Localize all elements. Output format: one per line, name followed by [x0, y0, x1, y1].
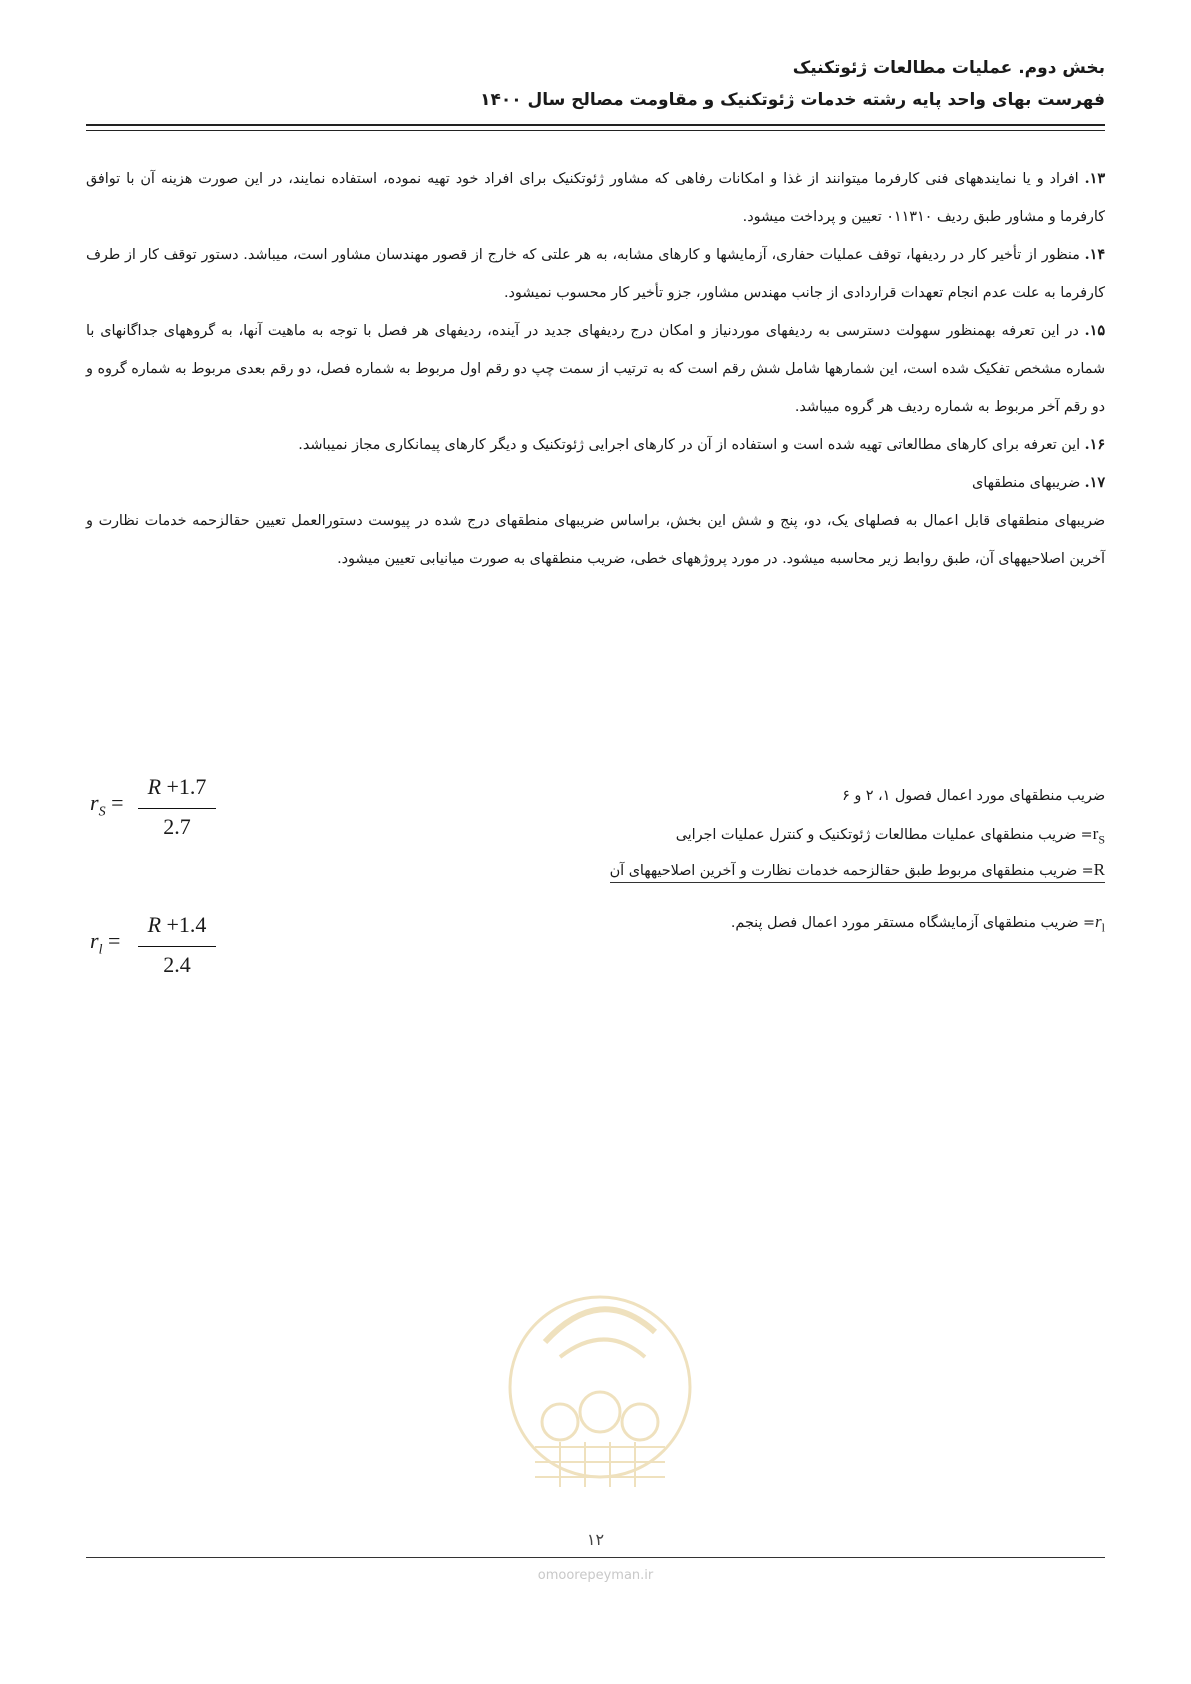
- document-title: فهرست بهای واحد پایه رشته خدمات ژئوتکنیک و مقاومت مصالح سال ۱۴۰۰: [480, 90, 1105, 110]
- paragraph-regional: [86, 502, 1105, 578]
- footer-rule: [86, 1557, 1105, 1558]
- paragraph-text: ضریبهای منطقهای: [972, 475, 1085, 491]
- paragraph-15: [86, 312, 1105, 426]
- paragraph-16: [86, 426, 1105, 464]
- R-description: = ضریب منطقهای مربوط طبق حقالزحمه خدمات نظارت و آخرین اصلاحیههای آن: [609, 863, 1094, 879]
- paragraph-text: در این تعرفه بهمنظور سهولت دسترسی به ردیفهای موردنیاز و امکان درج ردیفهای جدید در آینده، ردیفهای هر فصل با توجه به ماهیت آنها، به گروههای جداگانهای با شماره مشخص تفکیک شده است، این شمارهها شامل شش رقم است که به ترتیب از سمت چپ دو رقم اول مربوط به شماره فصل، دو رقم بعدی مربوط به شماره گروه و دو رقم آخر مربوط به شماره ردیف هر گروه میباشد.: [86, 323, 1105, 415]
- R-definition: [610, 860, 1105, 880]
- header-rule-thick: [86, 124, 1105, 126]
- website-watermark: omoorepeyman.ir: [537, 1568, 654, 1583]
- fraction-bar: [138, 808, 216, 809]
- formula-numerator: R +1.7: [147, 774, 207, 799]
- paragraph-number: ۱۶.: [1084, 437, 1105, 453]
- R-symbol: R: [1093, 860, 1105, 879]
- rs-symbol: $r_S$: [1092, 824, 1105, 847]
- formula-denominator: 2.7: [163, 814, 191, 839]
- paragraph-text: افراد و یا نمایندههای فنی کارفرما میتوانند از غذا و امکانات رفاهی که مشاور ژئوتکنیک برای افراد خود تهیه نموده، استفاده نمایند، در این صورت هزینه آن با توافق کارفرما و مشاور طبق ردیف ۰۱۱۳۱۰ تعیین و پرداخت میشود.: [86, 171, 1105, 225]
- rl-definition: [731, 912, 1105, 935]
- paragraph-number: ۱۳.: [1084, 171, 1105, 187]
- formula-block: [86, 770, 1105, 990]
- rs-description: = ضریب منطقهای عملیات مطالعات ژئوتکنیک و کنترل عملیات اجرایی: [675, 827, 1093, 843]
- paragraph-14: [86, 236, 1105, 312]
- paragraph-number: ۱۵.: [1084, 323, 1105, 339]
- paragraph-text: ضریبهای منطقهای قابل اعمال به فصلهای یک، دو، پنج و شش این بخش، براساس ضریبهای منطقهای درج شده در پیوست دستورالعمل تعیین حقالزحمه خدمات نظارت و آخرین اصلاحیههای آن، طبق روابط زیر محاسبه میشود. در مورد پروژههای خطی، ضریب منطقهای به صورت میانیابی تعیین میشود.: [86, 513, 1105, 567]
- formula-lhs: $r_l$ =: [90, 928, 121, 958]
- section-title: بخش دوم. عملیات مطالعات ژئوتکنیک: [792, 58, 1105, 78]
- paragraph-number: ۱۴.: [1084, 247, 1105, 263]
- formula-lhs: $r_S$ =: [90, 790, 124, 820]
- document-body: [86, 160, 1105, 578]
- paragraph-number: ۱۷.: [1084, 475, 1105, 491]
- formula-numerator: R +1.4: [147, 912, 207, 937]
- paragraph-17: [86, 464, 1105, 502]
- paragraph-text: این تعرفه برای کارهای مطالعاتی تهیه شده است و استفاده از آن در کارهای اجرایی ژئوتکنیک و دیگر کارهای پیمانکاری مجاز نمیباشد.: [298, 437, 1085, 453]
- header-rule-thin: [86, 130, 1105, 131]
- rl-description: = ضریب منطقهای آزمایشگاه مستقر مورد اعمال فصل پنجم.: [730, 915, 1096, 931]
- formula-title: ضریب منطقهای مورد اعمال فصول ۱، ۲ و ۶: [842, 788, 1105, 804]
- rl-symbol: $r_l$: [1095, 912, 1105, 935]
- paragraph-text: منظور از تأخیر کار در ردیفها، توقف عملیات حفاری، آزمایشها و کارهای مشابه، به هر علتی که خارج از قصور مهندسان مشاور است، میباشد. دستور توقف کار از طرف کارفرما به علت عدم انجام تعهدات قراردادی از جانب مهندس مشاور، جزو تأخیر کار محسوب نمیشود.: [86, 247, 1105, 301]
- rs-definition: [676, 824, 1105, 847]
- formula-denominator: 2.4: [163, 952, 191, 977]
- page-number: ۱۲: [586, 1530, 605, 1549]
- fraction-bar: [138, 946, 216, 947]
- page-header: [86, 52, 1105, 116]
- paragraph-13: [86, 160, 1105, 236]
- watermark-logo-icon: [505, 1262, 695, 1512]
